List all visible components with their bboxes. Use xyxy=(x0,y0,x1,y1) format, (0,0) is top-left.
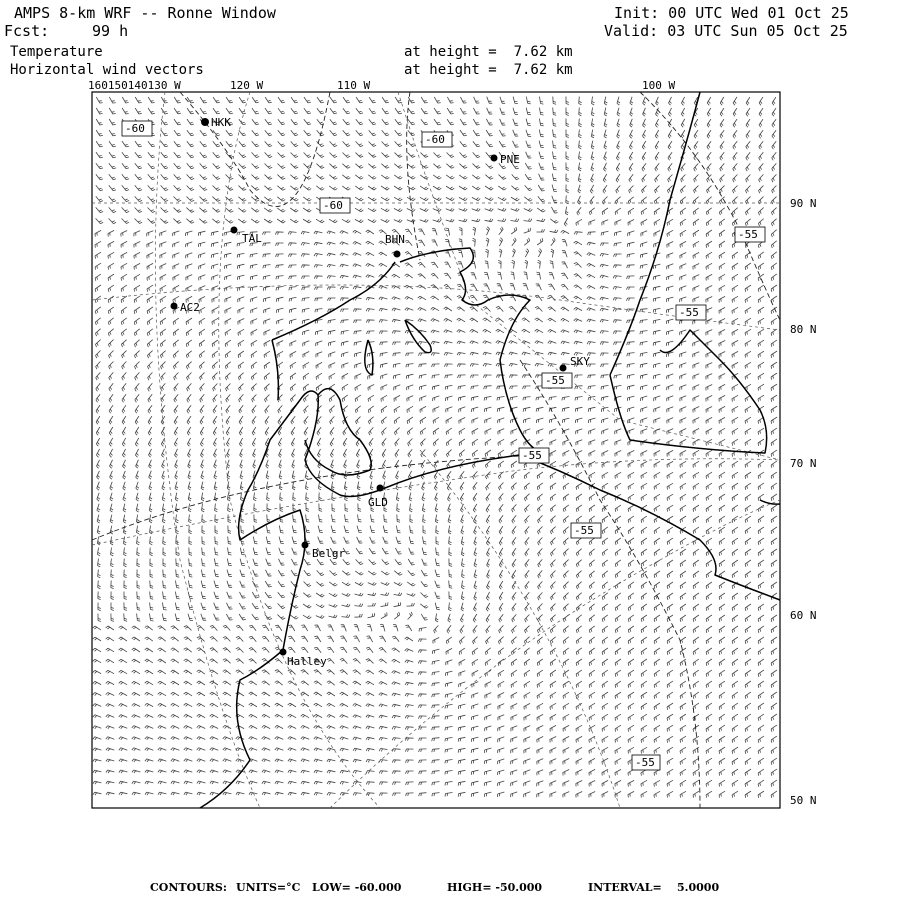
contour-label: -55 xyxy=(522,449,542,462)
station-label-ac2: AC2 xyxy=(180,301,200,314)
lat-label-60n: 60 N xyxy=(790,609,817,622)
contour-label: -55 xyxy=(679,306,699,319)
station-label-bhn: BHN xyxy=(385,233,405,246)
station-markers xyxy=(171,118,567,656)
lon-label-160-130w: 160150140130 W xyxy=(88,79,181,92)
lat-label-70n: 70 N xyxy=(790,457,817,470)
lat-label-50n: 50 N xyxy=(790,794,817,807)
contour-label: -55 xyxy=(635,756,655,769)
lon-label-100w: 100 W xyxy=(642,79,676,92)
station-label-gld: GLD xyxy=(368,496,388,509)
contour-label: -60 xyxy=(425,133,445,146)
window-title: AMPS 8-km WRF -- Ronne Window xyxy=(14,4,276,22)
contour-label: -60 xyxy=(323,199,343,212)
station-label-tal: TAL xyxy=(242,232,262,245)
lon-label-110w: 110 W xyxy=(337,79,371,92)
contour-label: -55 xyxy=(738,228,758,241)
station-label-halley: Halley xyxy=(287,655,327,668)
footer-interval-label: INTERVAL= xyxy=(588,881,662,894)
valid-time: Valid: 03 UTC Sun 05 Oct 25 xyxy=(604,22,848,40)
footer-contours: CONTOURS: xyxy=(150,881,227,894)
height-wind: at height = 7.62 km xyxy=(404,62,573,78)
coastlines xyxy=(200,92,780,808)
height-temperature: at height = 7.62 km xyxy=(404,44,573,60)
lat-label-80n: 80 N xyxy=(790,323,817,336)
station-label-hkk: HKK xyxy=(211,116,231,129)
field-temperature: Temperature xyxy=(10,44,103,60)
station-label-belgr: Belgr xyxy=(312,547,346,560)
footer-interval-value: 5.0000 xyxy=(677,881,720,894)
contour-label: -55 xyxy=(574,524,594,537)
contour-label: -55 xyxy=(545,374,565,387)
forecast-label: Fcst: xyxy=(4,22,50,40)
station-label-sky: SKY xyxy=(570,355,590,368)
station-label-pne: PNE xyxy=(500,153,520,166)
contour-label: -60 xyxy=(125,122,145,135)
lat-label-90n: 90 N xyxy=(790,197,817,210)
footer-units: UNITS=°C xyxy=(236,881,301,894)
footer-low: LOW= -60.000 xyxy=(312,881,402,894)
init-time: Init: 00 UTC Wed 01 Oct 25 xyxy=(614,4,849,22)
field-wind: Horizontal wind vectors xyxy=(10,62,204,78)
footer-high: HIGH= -50.000 xyxy=(447,881,543,894)
lon-label-120w: 120 W xyxy=(230,79,264,92)
forecast-hours: 99 h xyxy=(92,22,129,40)
